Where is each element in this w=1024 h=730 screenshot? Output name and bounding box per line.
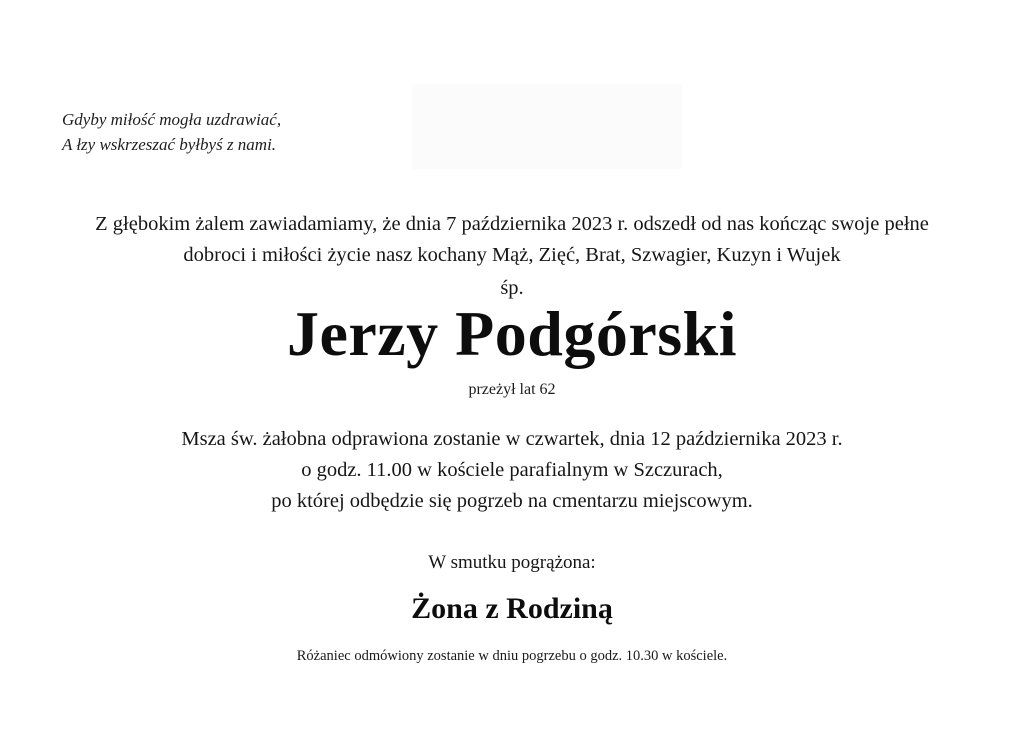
deceased-age: przeżył lat 62 <box>468 381 556 398</box>
announcement-block <box>0 209 1024 303</box>
mass-details-block <box>0 424 1024 517</box>
mass-line-3: po której odbędzie się pogrzeb na cmentarzu miejscowym. <box>271 490 753 513</box>
mass-line-2: o godz. 11.00 w kościele parafialnym w Szczurach, <box>301 459 723 482</box>
epitaph-line-1: Gdyby miłość mogła uzdrawiać, <box>62 110 282 129</box>
mass-line-1: Msza św. żałobna odprawiona zostanie w czwartek, dnia 12 października 2023 r. <box>181 428 843 450</box>
rosary-note: Różaniec odmówiony zostanie w dniu pogrzebu o godz. 10.30 w kościele. <box>296 648 728 664</box>
epitaph-line-2: A łzy wskrzeszać byłbyś z nami. <box>62 134 277 154</box>
mourners-signature: Żona z Rodziną <box>411 592 613 625</box>
mourners-intro: W smutku pogrążona: <box>428 552 596 573</box>
announcement-honorific: śp. <box>500 276 524 299</box>
scan-tint-artifact <box>412 84 682 169</box>
announcement-line-1: Z głębokim żalem zawiadamiamy, że dnia 7 października 2023 r. odszedł od nas kończąc swoje pełne <box>95 213 929 235</box>
epitaph-block <box>62 108 281 157</box>
deceased-name: Jerzy Podgórski <box>286 298 738 369</box>
announcement-line-2: dobroci i miłości życie nasz kochany Mąż, Zięć, Brat, Szwagier, Kuzyn i Wujek <box>183 243 841 266</box>
